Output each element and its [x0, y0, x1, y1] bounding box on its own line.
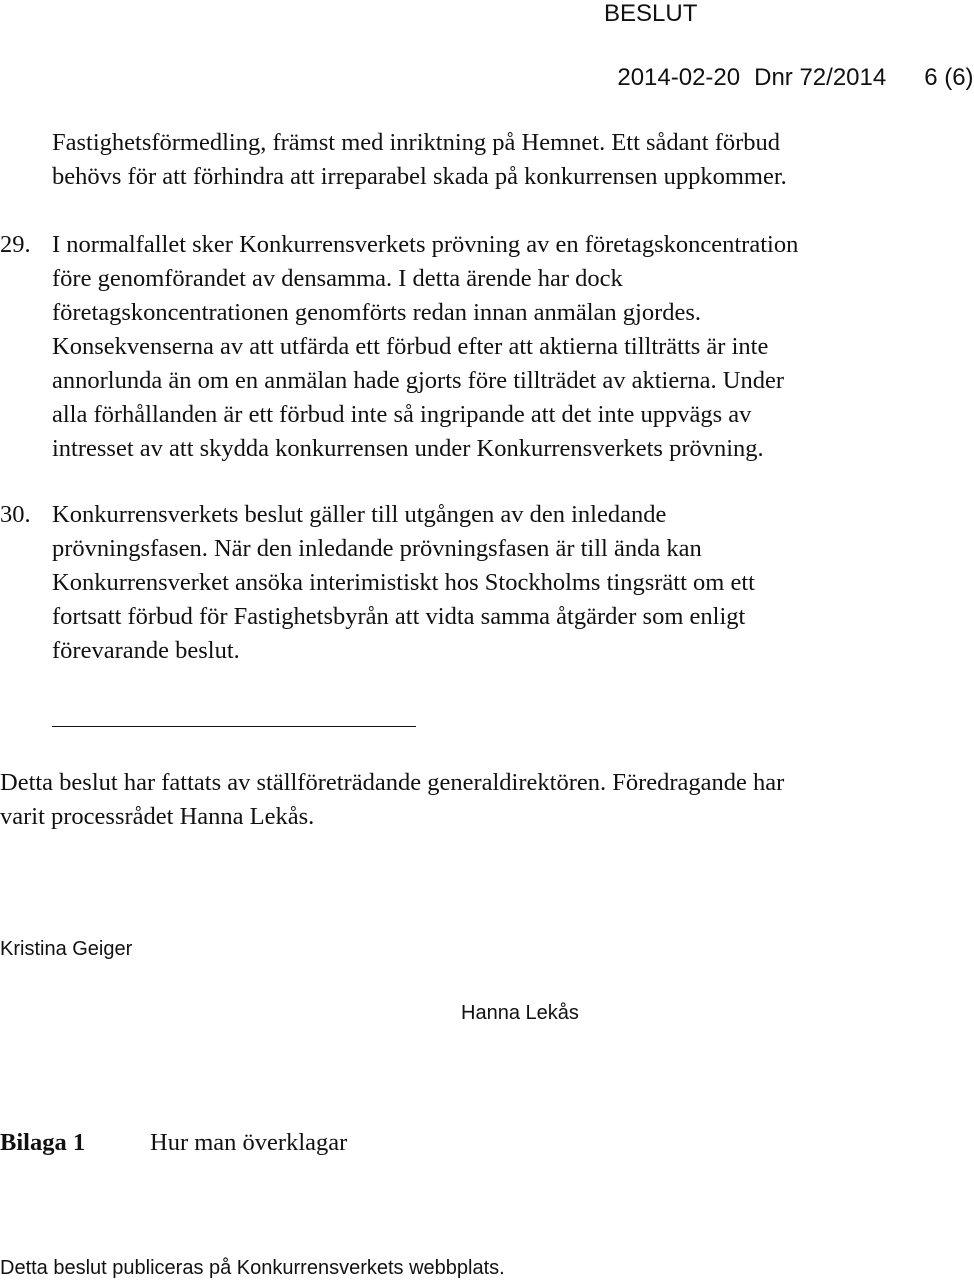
text-line: varit processrådet Hanna Lekås.: [0, 803, 315, 830]
paragraph-30: [52, 498, 952, 668]
text-line: behövs för att förhindra att irreparabel skada på konkurrensen uppkommer.: [52, 163, 787, 190]
text-line: företagskoncentrationen genomförts redan innan anmälan gjordes.: [52, 299, 702, 326]
text-line: annorlunda än om en anmälan hade gjorts före tillträdet av aktierna. Under: [52, 367, 784, 394]
publication-footer: Detta beslut publiceras på Konkurrensverkets webbplats.: [0, 1257, 505, 1279]
paragraph-29: [52, 228, 952, 466]
text-line: Fastighetsförmedling, främst med inriktning på Hemnet. Ett sådant förbud: [52, 129, 781, 156]
attachment-label: Bilaga 1: [0, 1129, 86, 1156]
text-line: alla förhållanden är ett förbud inte så ingripande att det inte uppvägs av: [52, 401, 752, 428]
decision-note: [0, 766, 958, 834]
text-line: före genomförandet av densamma. I detta ärende har dock: [52, 265, 623, 292]
text-line: intresset av att skydda konkurrensen under Konkurrensverkets prövning.: [52, 435, 764, 462]
text-line: Detta beslut har fattats av ställföreträdande generaldirektören. Föredragande har: [0, 769, 785, 796]
case-number: Dnr 72/2014: [754, 64, 887, 91]
document-meta-line: [604, 36, 974, 92]
paragraph-number: 30.: [0, 501, 31, 528]
separator-rule: [52, 726, 416, 727]
document-type-heading: BESLUT: [604, 0, 698, 27]
text-line: förevarande beslut.: [52, 637, 240, 664]
intro-paragraph: [52, 126, 952, 194]
page-number: 6 (6): [924, 64, 974, 91]
signature-hanna-lekas: Hanna Lekås: [461, 1002, 579, 1024]
text-line: Konkurrensverket ansöka interimistiskt hos Stockholms tingsrätt om ett: [52, 569, 755, 596]
decision-date: 2014-02-20: [617, 64, 741, 91]
paragraph-number: 29.: [0, 231, 31, 258]
text-line: Konkurrensverkets beslut gäller till utgången av den inledande: [52, 501, 667, 528]
text-line: Konsekvenserna av att utfärda ett förbud efter att aktierna tillträtts är inte: [52, 333, 769, 360]
attachment-title: Hur man överklagar: [150, 1129, 348, 1156]
text-line: I normalfallet sker Konkurrensverkets prövning av en företagskoncentration: [52, 231, 799, 258]
text-line: prövningsfasen. När den inledande prövningsfasen är till ända kan: [52, 535, 702, 562]
text-line: fortsatt förbud för Fastighetsbyrån att vidta samma åtgärder som enligt: [52, 603, 746, 630]
signature-kristina-geiger: Kristina Geiger: [0, 938, 133, 960]
